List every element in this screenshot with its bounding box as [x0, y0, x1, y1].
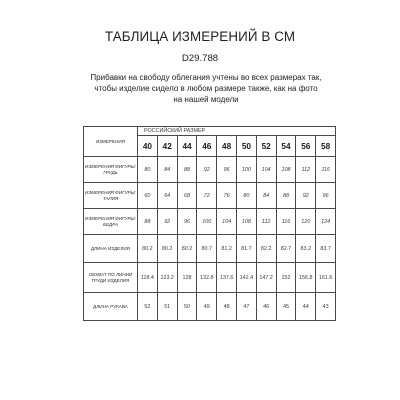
table-cell: 44: [296, 293, 316, 321]
row-label: ИЗМЕРЕНИЯ ФИГУРЫ: ГРУДЬ: [84, 157, 138, 183]
table-cell: 81.7: [236, 235, 256, 263]
size-header: 48: [217, 136, 237, 157]
size-header: 58: [316, 136, 336, 157]
table-cell: 88: [177, 157, 197, 183]
table-cell: 50: [177, 293, 197, 321]
table-row: [84, 235, 336, 263]
table-cell: 84: [256, 183, 276, 209]
table-row: [84, 157, 336, 183]
table-cell: 64: [157, 183, 177, 209]
table-cell: 88: [138, 209, 158, 235]
table-cell: 80: [138, 157, 158, 183]
size-table: [83, 126, 336, 321]
table-cell: 49: [197, 293, 217, 321]
table-cell: 82.2: [256, 235, 276, 263]
table-row: [84, 209, 336, 235]
table-row: [84, 263, 336, 293]
measure-header: ИЗМЕРЕНИЯ: [84, 127, 138, 157]
table-cell: 118.4: [138, 263, 158, 293]
table-cell: 72: [197, 183, 217, 209]
table-cell: 92: [197, 157, 217, 183]
fit-note: Прибавки на свободу облегания учтены во всех размерах так, чтобы изделие сидело в любом размере также, как на фото на нашей модели: [90, 73, 322, 104]
size-header: 50: [236, 136, 256, 157]
size-header: 42: [157, 136, 177, 157]
table-cell: 80.2: [138, 235, 158, 263]
size-header: 44: [177, 136, 197, 157]
table-cell: 46: [256, 293, 276, 321]
table-cell: 96: [177, 209, 197, 235]
table-cell: 152: [276, 263, 296, 293]
table-cell: 96: [217, 157, 237, 183]
row-label: ИЗМЕРЕНИЯ ФИГУРЫ: ТАЛИЯ: [84, 183, 138, 209]
table-cell: 83.2: [296, 235, 316, 263]
table-cell: 100: [197, 209, 217, 235]
table-cell: 104: [256, 157, 276, 183]
table-cell: 43: [316, 293, 336, 321]
size-group-header: РОССИЙСКИЙ РАЗМЕР: [138, 127, 336, 136]
size-header: 52: [256, 136, 276, 157]
table-cell: 84: [157, 157, 177, 183]
row-label: ОБХВАТ ПО ЛИНИИ ГРУДИ ИЗДЕЛИЯ: [84, 263, 138, 293]
table-cell: 116: [276, 209, 296, 235]
table-cell: 108: [276, 157, 296, 183]
size-header: 46: [197, 136, 217, 157]
table-cell: 104: [217, 209, 237, 235]
row-label: ИЗМЕРЕНИЯ ФИГУРЫ: БЕДРА: [84, 209, 138, 235]
table-cell: 80.2: [177, 235, 197, 263]
table-cell: 112: [256, 209, 276, 235]
table-cell: 68: [177, 183, 197, 209]
table-cell: 100: [236, 157, 256, 183]
table-cell: 92: [296, 183, 316, 209]
size-header: 56: [296, 136, 316, 157]
table-cell: 80.7: [197, 235, 217, 263]
table-cell: 80: [236, 183, 256, 209]
table-cell: 120: [296, 209, 316, 235]
table-cell: 156.8: [296, 263, 316, 293]
size-header: 40: [138, 136, 158, 157]
article-code: D29.788: [181, 53, 219, 64]
size-header: 54: [276, 136, 296, 157]
table-cell: 52: [138, 293, 158, 321]
table-cell: 48: [217, 293, 237, 321]
table-cell: 47: [236, 293, 256, 321]
table-cell: 161.6: [316, 263, 336, 293]
table-cell: 147.2: [256, 263, 276, 293]
table-cell: 112: [296, 157, 316, 183]
table-cell: 45: [276, 293, 296, 321]
row-label: ДЛИНА ИЗДЕЛИЯ: [84, 235, 138, 263]
table-cell: 124: [316, 209, 336, 235]
table-cell: 132.8: [197, 263, 217, 293]
table-cell: 81.2: [217, 235, 237, 263]
table-cell: 128: [177, 263, 197, 293]
table-cell: 108: [236, 209, 256, 235]
table-cell: 60: [138, 183, 158, 209]
page-title: ТАБЛИЦА ИЗМЕРЕНИЙ В СМ: [104, 29, 296, 44]
table-cell: 82.7: [276, 235, 296, 263]
table-row: [84, 293, 336, 321]
table-cell: 88: [276, 183, 296, 209]
table-cell: 80.2: [157, 235, 177, 263]
table-cell: 142.4: [236, 263, 256, 293]
table-cell: 123.2: [157, 263, 177, 293]
row-label: ДЛИНА РУКАВА: [84, 293, 138, 321]
table-row: [84, 183, 336, 209]
table-cell: 92: [157, 209, 177, 235]
table-cell: 76: [217, 183, 237, 209]
table-cell: 137.6: [217, 263, 237, 293]
table-cell: 83.7: [316, 235, 336, 263]
table-cell: 96: [316, 183, 336, 209]
table-cell: 51: [157, 293, 177, 321]
table-cell: 116: [316, 157, 336, 183]
